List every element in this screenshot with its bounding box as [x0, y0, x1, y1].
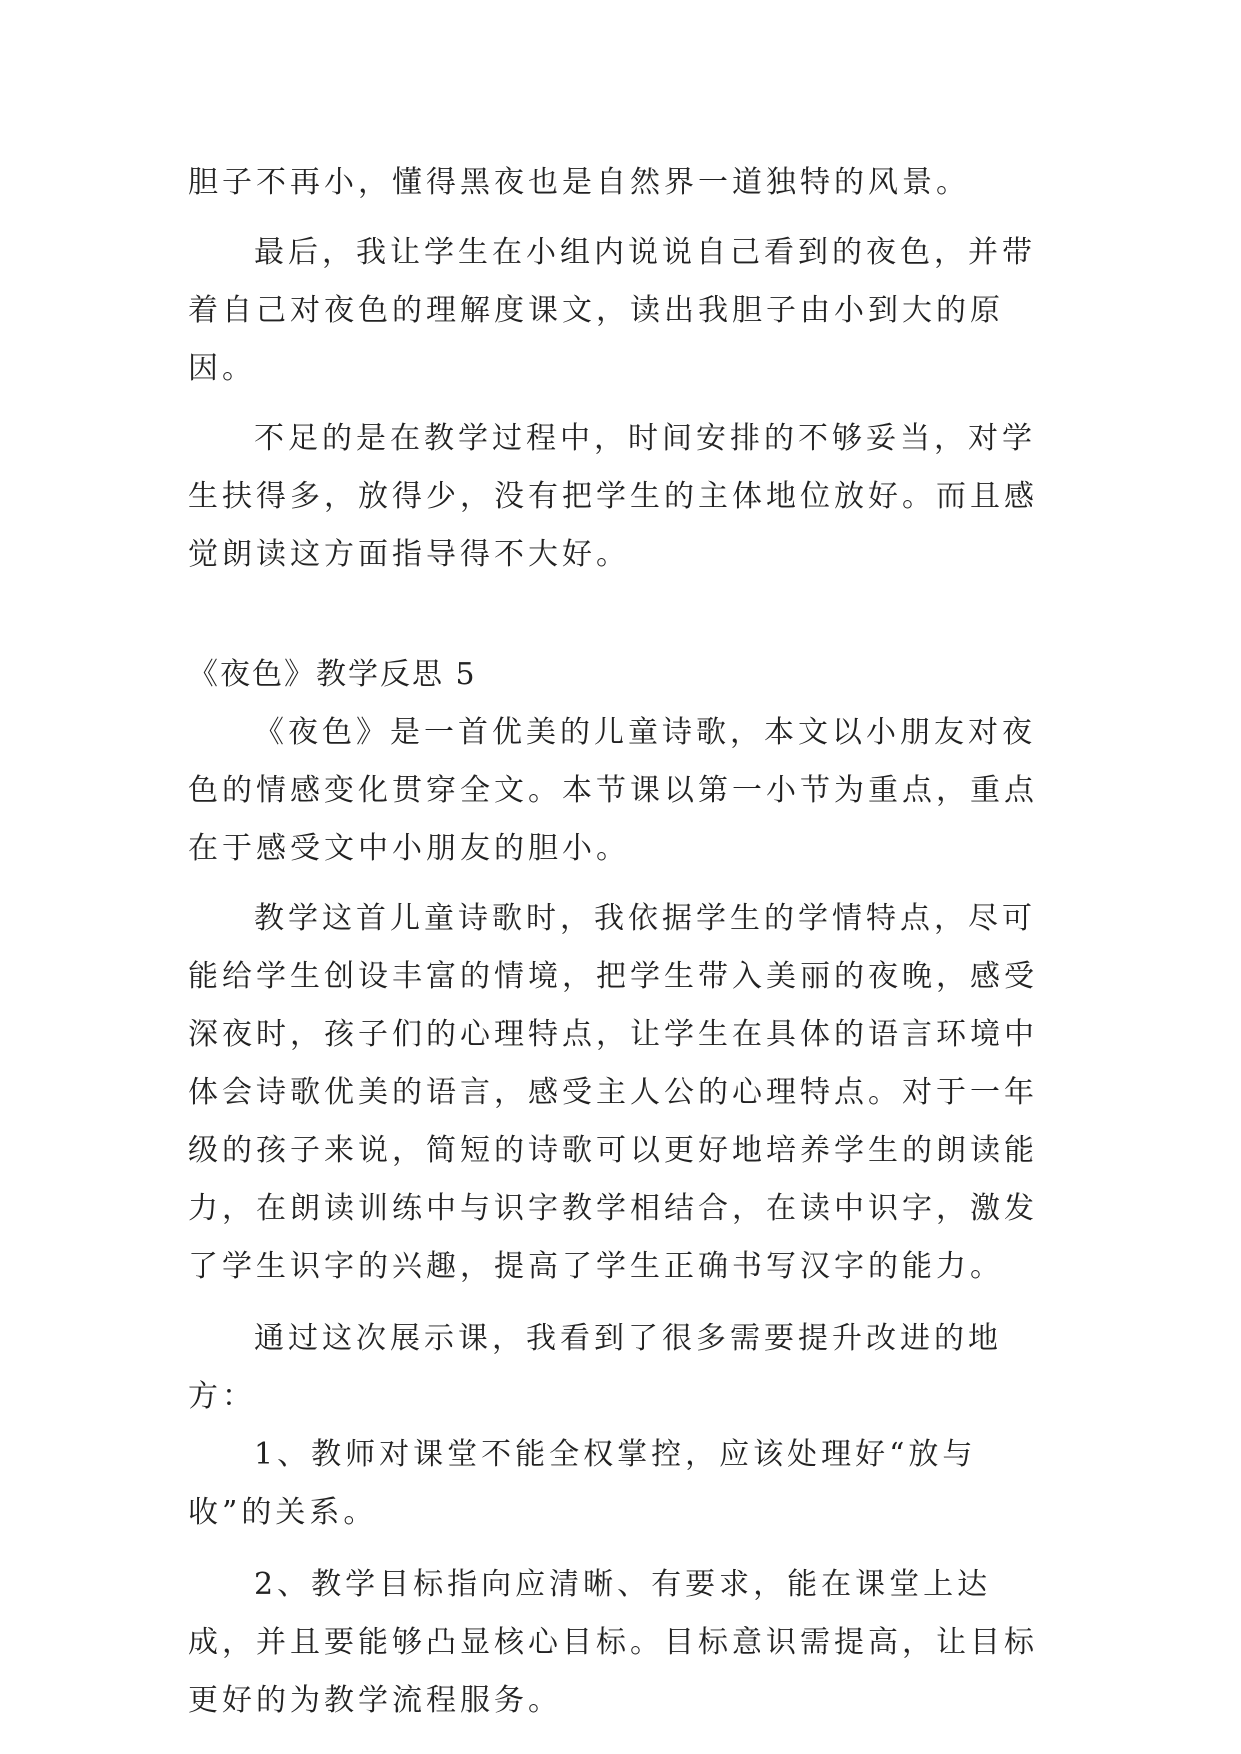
- paragraph-shortcomings: 不足的是在教学过程中，时间安排的不够妥当，对学生扶得多，放得少，没有把学生的主体地位放好。而且感觉朗读这方面指导得不大好。: [188, 421, 1038, 572]
- paragraph-intro: 《夜色》是一首优美的儿童诗歌，本文以小朋友对夜色的情感变化贯穿全文。本节课以第一小节为重点，重点在于感受文中小朋友的胆小。: [188, 715, 1038, 866]
- paragraph-improvements-intro: 通过这次展示课，我看到了很多需要提升改进的地方：: [188, 1321, 1002, 1414]
- list-item-1: 1、教师对课堂不能全权掌控，应该处理好“放与收”的关系。: [188, 1437, 977, 1530]
- section-heading: 《夜色》教学反思 5: [188, 657, 477, 692]
- paragraph-finally: 最后，我让学生在小组内说说自己看到的夜色，并带着自己对夜色的理解度课文，读出我胆子由小到大的原因。: [188, 235, 1036, 386]
- list-item-2: 2、教学目标指向应清晰、有要求，能在课堂上达成，并且要能够凸显核心目标。目标意识需提高，让目标更好的为教学流程服务。: [188, 1567, 1038, 1718]
- paragraph-continuation: 胆子不再小，懂得黑夜也是自然界一道独特的风景。: [188, 165, 970, 200]
- document-body: [188, 154, 1054, 1730]
- paragraph-teaching: 教学这首儿童诗歌时，我依据学生的学情特点，尽可能给学生创设丰富的情境，把学生带入美丽的夜晚，感受深夜时，孩子们的心理特点，让学生在具体的语言环境中体会诗歌优美的语言，感受主人公的心理特点。对于一年级的孩子来说，简短的诗歌可以更好地培养学生的朗读能力，在朗读训练中与识字教学相结合，在读中识字，激发了学生识字的兴趣，提高了学生正确书写汉字的能力。: [188, 901, 1038, 1284]
